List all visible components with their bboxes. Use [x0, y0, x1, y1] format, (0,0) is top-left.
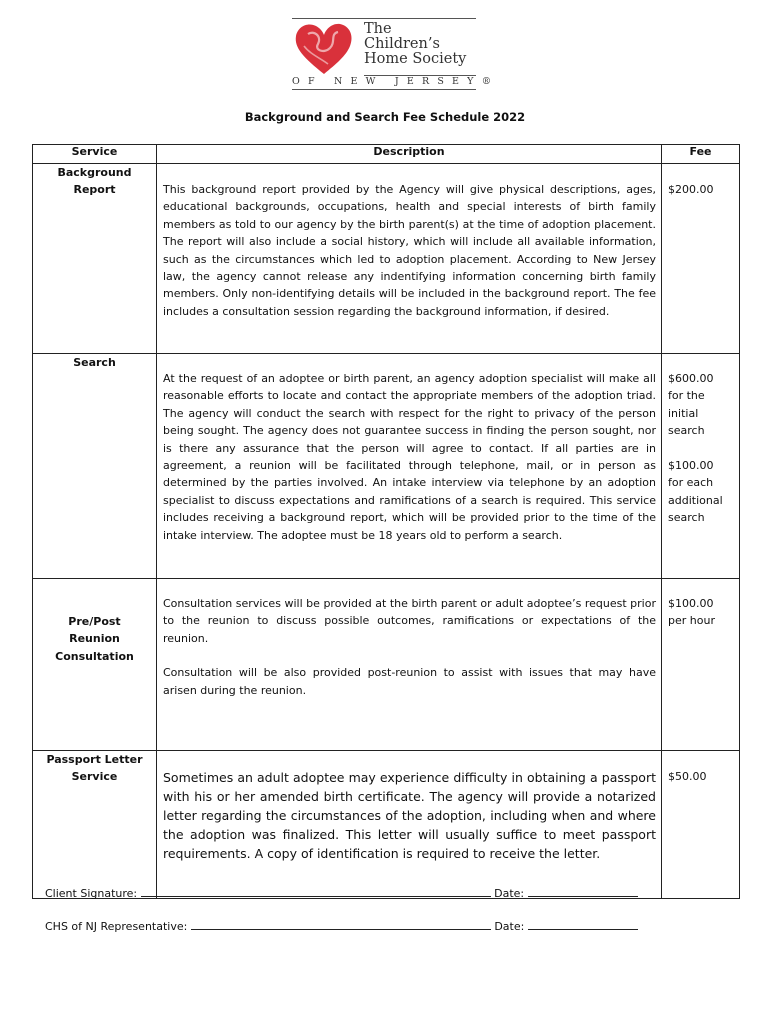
service-name: Pre/Post: [68, 615, 121, 628]
representative-label: CHS of NJ Representative:: [45, 920, 188, 933]
table-row: [33, 579, 740, 751]
logo-name-line: Home Society: [364, 51, 467, 67]
table-row: [33, 751, 740, 899]
fee-cell: [662, 751, 740, 899]
logo-rule-top: [292, 18, 476, 19]
service-cell: [33, 164, 157, 354]
fee-cell: [662, 354, 740, 579]
service-cell: [33, 579, 157, 751]
fee-text: for the: [668, 389, 705, 403]
description-cell: [157, 354, 662, 579]
service-name: Background Report: [57, 166, 132, 197]
client-signature-label: Client Signature:: [45, 887, 138, 900]
fee-cell: [662, 164, 740, 354]
fee-text: $600.00: [668, 372, 714, 385]
fee-text: $100.00: [668, 597, 714, 610]
fee-cell: [662, 579, 740, 751]
description-cell: [157, 164, 662, 354]
organization-logo: [290, 14, 500, 88]
heart-icon: [294, 20, 354, 76]
description-cell: [157, 751, 662, 899]
fee-text: $100.00: [668, 459, 714, 473]
service-name: Passport Letter: [46, 753, 143, 766]
client-signature-line: [45, 886, 638, 900]
client-date-field[interactable]: [528, 886, 638, 897]
description-text: Consultation will be also provided post-reunion to assist with issues that may have arisen during the reunion.: [163, 666, 656, 697]
fee-text: per hour: [668, 614, 715, 628]
representative-date-field[interactable]: [528, 919, 638, 930]
header-fee: Fee: [662, 145, 740, 164]
fee-schedule-table: [32, 144, 740, 899]
fee-text: for each: [668, 476, 714, 490]
logo-state-text: OF NEW JERSEY®: [292, 76, 500, 87]
logo-name-line: The: [364, 21, 392, 37]
service-cell: [33, 354, 157, 579]
header-service: Service: [33, 145, 157, 164]
description-text: Consultation services will be provided at the birth parent or adult adoptee’s request prior to the reunion to discuss possible outcomes, ramifications or expectations of the reunion.: [163, 597, 656, 645]
service-cell: [33, 751, 157, 899]
fee-text: initial: [668, 406, 699, 420]
logo-wordmark: [364, 22, 480, 67]
document-title: Background and Search Fee Schedule 2022: [244, 110, 526, 124]
date-label: Date:: [494, 920, 525, 933]
fee-text: [668, 440, 735, 457]
header-description: Description: [157, 145, 662, 164]
logo-rule-bottom: [292, 89, 476, 90]
logo-name-line: Children’s: [364, 36, 440, 52]
fee-text: $200.00: [668, 183, 714, 196]
table-row: [33, 354, 740, 579]
description-text: This background report provided by the Agency will give physical descriptions, ages, educational backgrounds, occupations, health and special interests of birth family members as told to our agency by the birth parent(s) at the time of adoption placement. The report will also include a social history, which will include all available information, such as the circumstances which led to adoption placement. According to New Jersey law, the agency cannot release any indentifying information concerning birth family members. Only non-identifying details will be included in the background report. The fee includes a consultation session regarding the background information, if desired.: [163, 183, 656, 318]
service-name: Service: [71, 770, 118, 784]
fee-text: $50.00: [668, 770, 707, 783]
representative-signature-field[interactable]: [191, 919, 491, 930]
representative-signature-line: [45, 919, 638, 933]
service-name: Search: [73, 356, 116, 369]
fee-text: search: [668, 424, 705, 438]
fee-text: additional: [668, 493, 723, 507]
service-name: Reunion: [69, 632, 120, 646]
fee-text: search: [668, 511, 705, 525]
table-row: [33, 164, 740, 354]
date-label: Date:: [494, 887, 525, 900]
description-cell: [157, 579, 662, 751]
description-text: Sometimes an adult adoptee may experience difficulty in obtaining a passport with his or her amended birth certificate. The agency will provide a notarized letter regarding the circumstances of the adoption, including when and where the adoption was finalized. This letter will usually suffice to meet passport requirements. A copy of identification is required to receive the letter.: [163, 770, 656, 861]
client-signature-field[interactable]: [141, 886, 491, 897]
service-name: Consultation: [55, 649, 134, 663]
description-text: At the request of an adoptee or birth parent, an agency adoption specialist will make all reasonable efforts to locate and contact the appropriate members of the adoption triad. The agency will conduct the search with respect for the right to privacy of the person being sought. The agency does not guarantee success in finding the person sought, nor is there any assurance that the person will agree to contact. If all parties are in agreement, a reunion will be facilitated through telephone, mail, or in person as determined by the parties involved. An intake interview via telephone by an adoption specialist to discuss expectations and ramifications of a search is required. This service includes receiving a background report, which will be provided prior to the time of the intake interview. The adoptee must be 18 years old to perform a search.: [163, 372, 656, 542]
table-header-row: [33, 145, 740, 164]
